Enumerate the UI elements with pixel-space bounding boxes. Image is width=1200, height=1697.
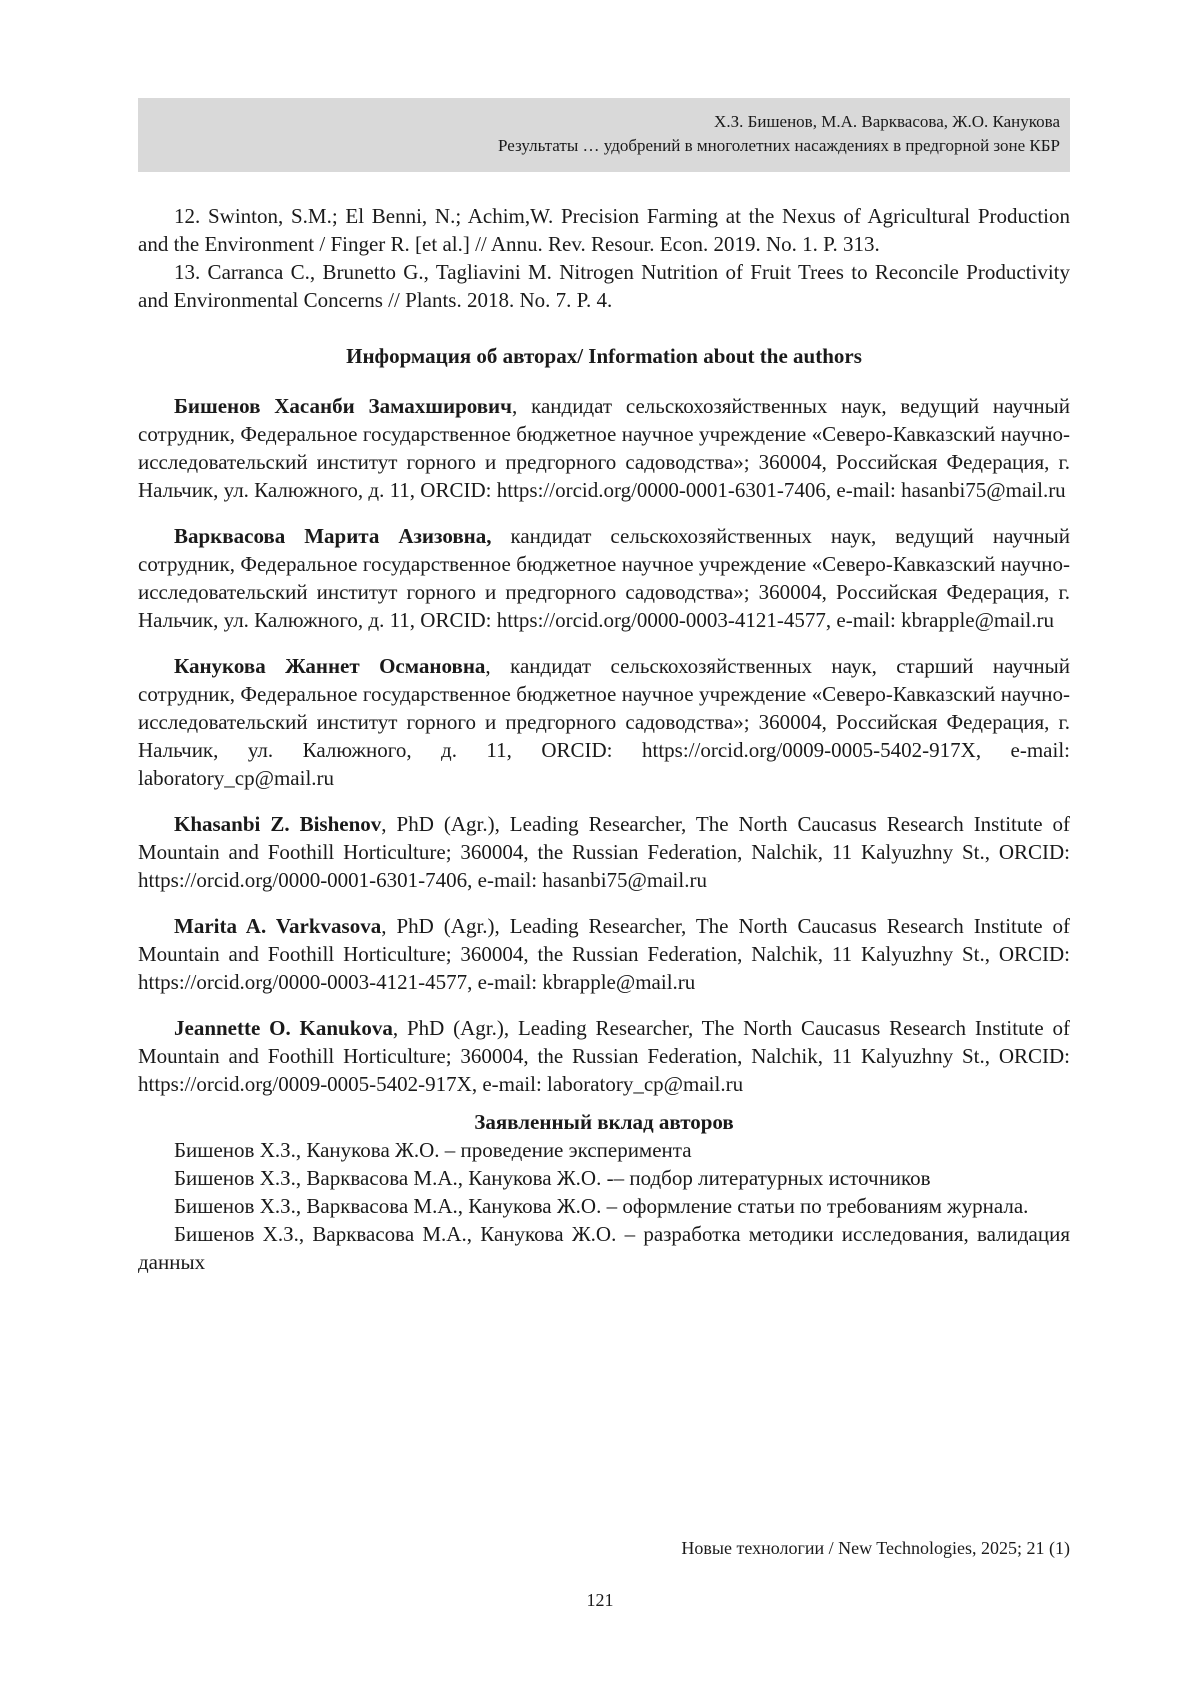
author-details: кандидат сельскохозяйственных наук, ведущий научный сотрудник, Федеральное государственное бюджетное научное учреждение «Северо-Кавказский научно-исследовательский институт горного и предгорного садоводства»; 360004, Российская Федерация, г. Нальчик, ул. Калюжного, д. 11, ORCID: https://orcid.org/0000-0003-4121-4577, e-mail: kbrapple@mail.ru xyxy=(138,524,1071,632)
author-entry-varkvasova-en xyxy=(138,912,1070,996)
author-details: , PhD (Agr.), Leading Researcher, The North Caucasus Research Institute of Mountain and Foothill Horticulture; 360004, the Russian Federation, Nalchik, 11 Kalyuzhny St., ORCID: https://orcid.org/0009-0005-5402-917X, e-mail: laboratory_cp@mail.ru xyxy=(138,1016,1070,1096)
page-content xyxy=(138,202,1070,1276)
author-name: Канукова Жаннет Османовна xyxy=(174,654,486,678)
contribution-section-title: Заявленный вклад авторов xyxy=(474,1110,734,1134)
reference-12: 12. Swinton, S.M.; El Benni, N.; Achim,W. Precision Farming at the Nexus of Agricultural Production and the Environment / Finger R. [et al.] // Annu. Rev. Resour. Econ. 2019. No. 1. P. 313. xyxy=(138,204,1070,256)
author-entry-kanukova-ru xyxy=(138,652,1070,792)
author-name: Бишенов Хасанби Замахширович xyxy=(174,394,513,418)
journal-footer: Новые технологии / New Technologies, 2025; 21 (1) xyxy=(681,1538,1070,1558)
author-details: , кандидат сельскохозяйственных наук, ведущий научный сотрудник, Федеральное государственное бюджетное научное учреждение «Северо-Кавказский научно-исследовательский институт горного и предгорного садоводства»; 360004, Российская Федерация, г. Нальчик, ул. Калюжного, д. 11, ORCID: https://orcid.org/0000-0001-6301-7406, e-mail: hasanbi75@mail.ru xyxy=(138,394,1070,502)
author-entry-bishenov-en xyxy=(138,810,1070,894)
reference-13: 13. Carranca C., Brunetto G., Tagliavini M. Nitrogen Nutrition of Fruit Trees to Reconcile Productivity and Environmental Concerns // Plants. 2018. No. 7. P. 4. xyxy=(138,260,1070,312)
contribution-item: Бишенов Х.З., Канукова Ж.О. – проведение эксперимента xyxy=(174,1138,692,1162)
author-name: Jeannette O. Kanukova xyxy=(174,1016,393,1040)
running-header-title: Результаты … удобрений в многолетних насаждениях в предгорной зоне КБР xyxy=(497,136,1060,155)
author-entry-varkvasova-ru xyxy=(138,522,1070,634)
running-header xyxy=(138,98,1070,172)
author-details: , PhD (Agr.), Leading Researcher, The North Caucasus Research Institute of Mountain and Foothill Horticulture; 360004, the Russian Federation, Nalchik, 11 Kalyuzhny St., ORCID: https://orcid.org/0000-0003-4121-4577, e-mail: kbrapple@mail.ru xyxy=(138,914,1070,994)
authors-section-title: Информация об авторах/ Information about the authors xyxy=(346,344,862,368)
contribution-item: Бишенов Х.З., Варквасова М.А., Канукова Ж.О. – разработка методики исследования, валидация данных xyxy=(138,1222,1070,1274)
author-entry-bishenov-ru xyxy=(138,392,1070,504)
author-details: , PhD (Agr.), Leading Researcher, The North Caucasus Research Institute of Mountain and Foothill Horticulture; 360004, the Russian Federation, Nalchik, 11 Kalyuzhny St., ORCID: https://orcid.org/0000-0001-6301-7406, e-mail: hasanbi75@mail.ru xyxy=(138,812,1070,892)
author-details: , кандидат сельскохозяйственных наук, старший научный сотрудник, Федеральное государственное бюджетное научное учреждение «Северо-Кавказский научно-исследовательский институт горного и предгорного садоводства»; 360004, Российская Федерация, г. Нальчик, ул. Калюжного, д. 11, ORCID: https://orcid.org/0009-0005-5402-917X, e-mail: laboratory_cp@mail.ru xyxy=(138,654,1070,790)
author-name: Marita A. Varkvasova xyxy=(174,914,382,938)
contribution-item: Бишенов Х.З., Варквасова М.А., Канукова Ж.О. – оформление статьи по требованиям журнала. xyxy=(174,1194,1029,1218)
running-header-authors: Х.З. Бишенов, М.А. Варквасова, Ж.О. Канукова xyxy=(714,112,1060,131)
author-entry-kanukova-en xyxy=(138,1014,1070,1098)
author-name: Khasanbi Z. Bishenov xyxy=(174,812,382,836)
contribution-item: Бишенов Х.З., Варквасова М.А., Канукова Ж.О. -– подбор литературных источников xyxy=(174,1166,931,1190)
page-number: 121 xyxy=(586,1590,614,1610)
author-name: Варквасова Марита Азизовна, xyxy=(174,524,492,548)
